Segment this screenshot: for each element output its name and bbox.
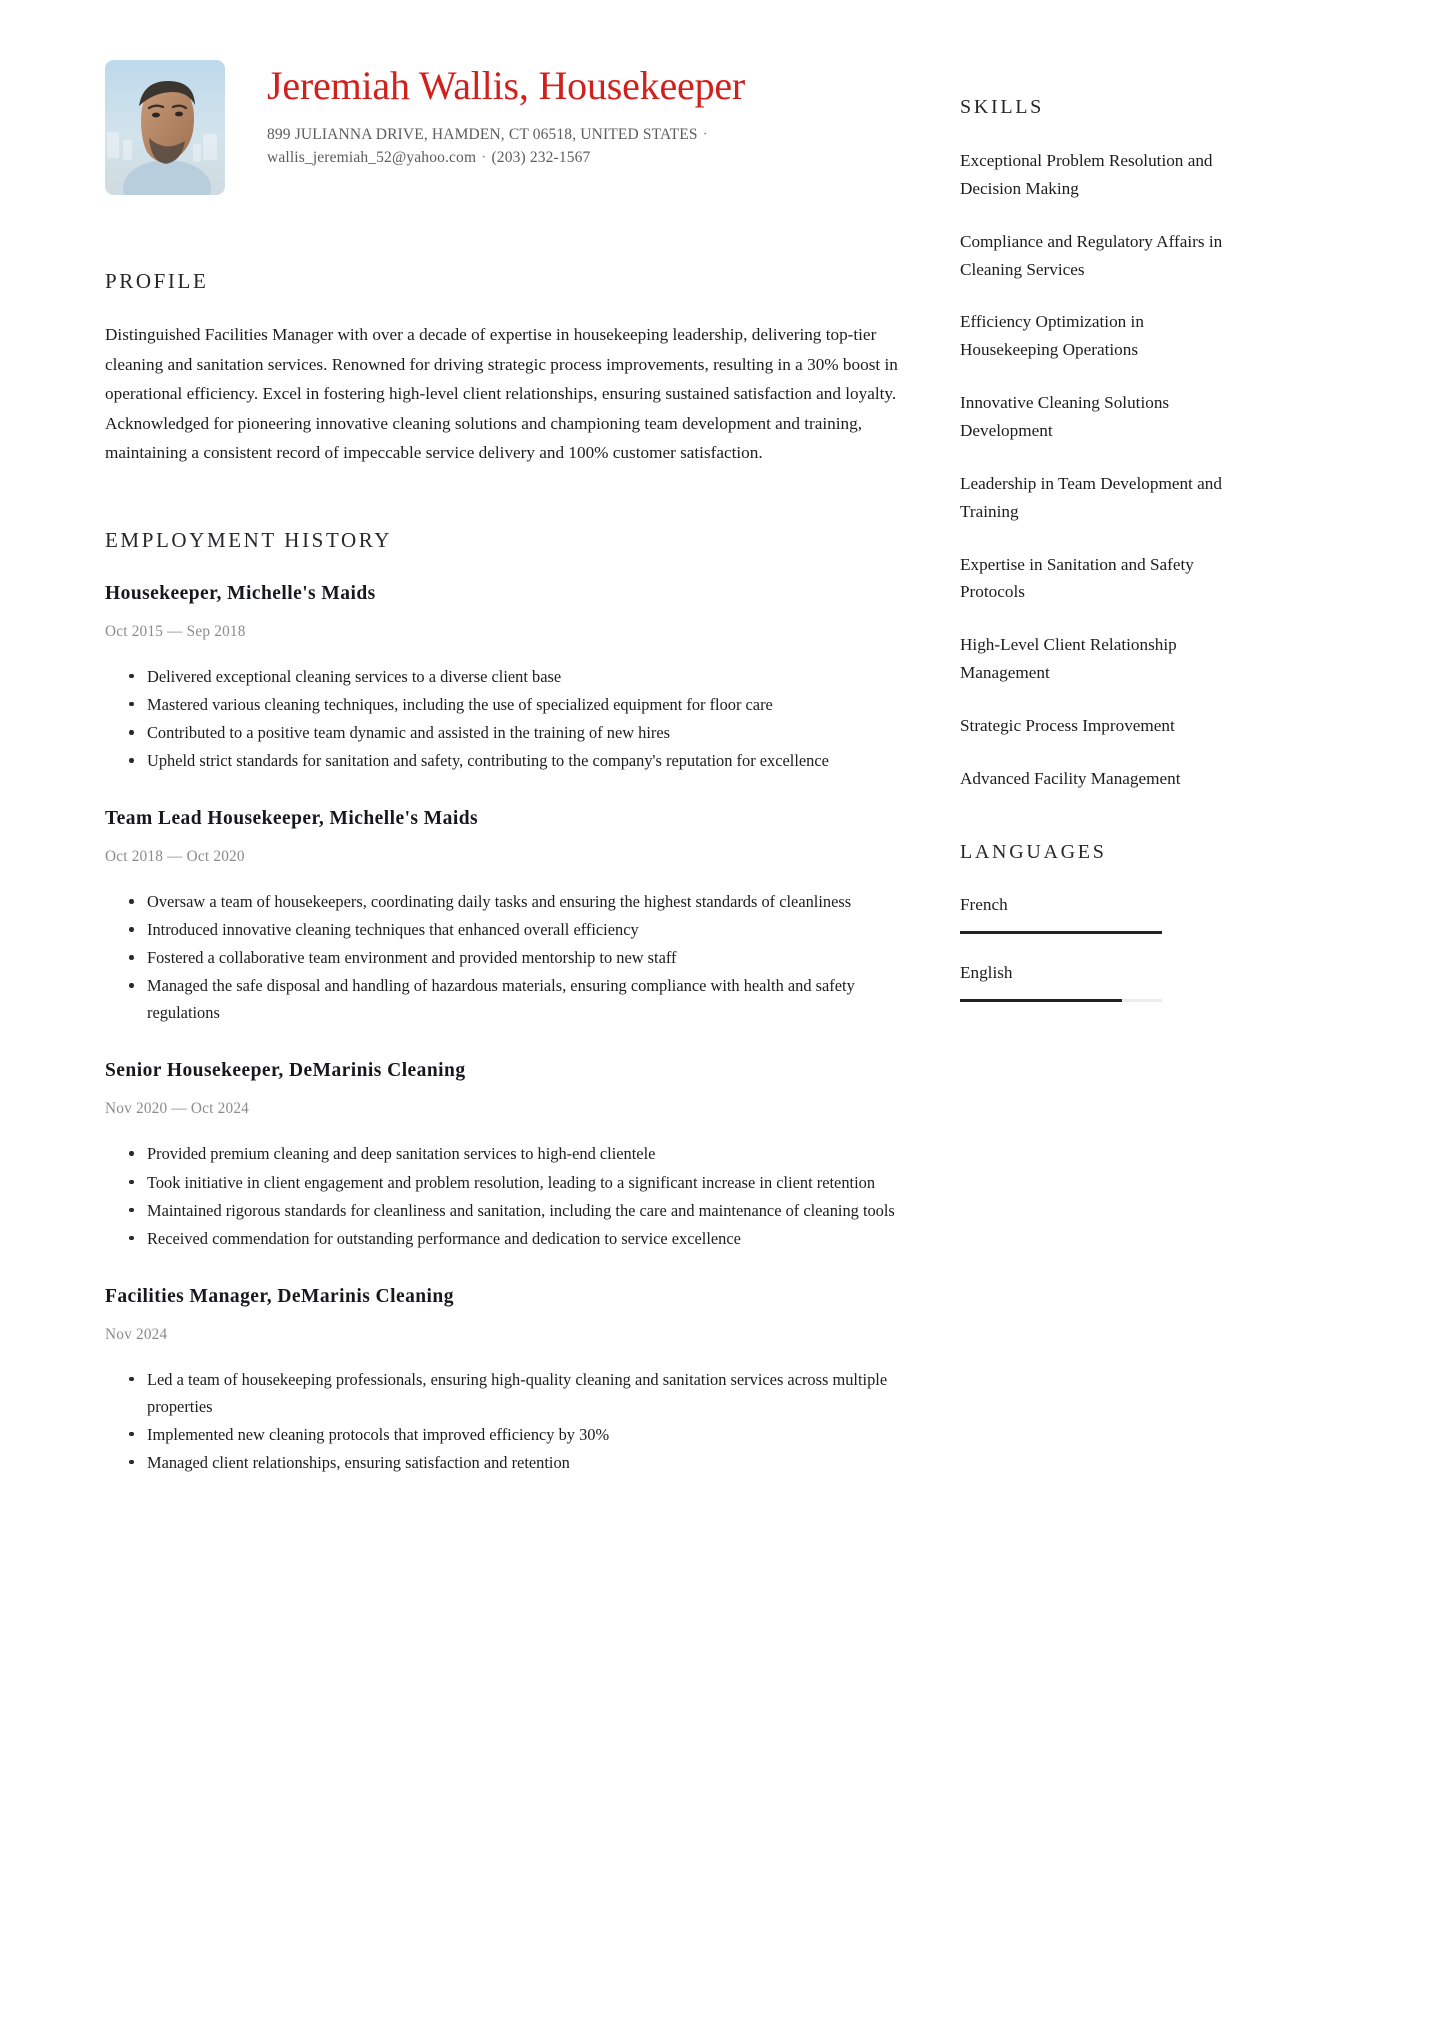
header-text-block [267,60,900,170]
sidebar [960,60,1240,2036]
employment-entry-dates: Oct 2015 — Sep 2018 [105,622,246,640]
list-item: Maintained rigorous standards for cleanliness and sanitation, including the care and maintenance of cleaning tools [105,1197,900,1224]
skill-item: Advanced Facility Management [960,768,1181,788]
employment-entry [105,583,900,774]
skills-list [960,147,1240,793]
contact-address-line [267,123,900,147]
language-item [960,960,1240,1002]
list-item: Led a team of housekeeping professionals, ensuring high-quality cleaning and sanitation services across multiple properties [105,1366,900,1420]
employment-entry-title: Housekeeper, Michelle's Maids [105,582,376,604]
list-item: Introduced innovative cleaning techniques that enhanced overall efficiency [105,916,900,943]
employment-entry-bullets [105,888,900,1026]
languages-heading: LANGUAGES [960,840,1107,863]
list-item: Oversaw a team of housekeepers, coordinating daily tasks and ensuring the highest standards of cleanliness [105,888,900,915]
list-item: Received commendation for outstanding performance and dedication to service excellence [105,1225,900,1252]
employment-entry-title: Senior Housekeeper, DeMarinis Cleaning [105,1060,466,1082]
skill-item: Efficiency Optimization in Housekeeping Operations [960,312,1144,360]
contact-separator-2: · [481,149,487,167]
employment-entry-title: Facilities Manager, DeMarinis Cleaning [105,1285,454,1307]
portrait-photo-icon [105,60,225,195]
employment-entry-dates: Oct 2018 — Oct 2020 [105,848,245,866]
language-level-bar [960,999,1162,1002]
employment-entry-bullets [105,663,900,774]
list-item: Took initiative in client engagement and problem resolution, leading to a significant increase in client retention [105,1169,900,1196]
employment-entry [105,1286,900,1476]
list-item: Provided premium cleaning and deep sanitation services to high-end clientele [105,1140,900,1167]
language-level-fill [960,931,1162,934]
language-level-bar [960,931,1162,934]
skill-item: Compliance and Regulatory Affairs in Cleaning Services [960,231,1223,279]
skill-item: Leadership in Team Development and Training [960,473,1222,521]
list-item: Mastered various cleaning techniques, including the use of specialized equipment for floor care [105,691,900,718]
contact-phone[interactable]: (203) 232-1567 [491,149,591,167]
skill-item: Strategic Process Improvement [960,716,1175,736]
employment-entry [105,1060,900,1251]
skill-item: High-Level Client Relationship Management [960,635,1177,683]
contact-address: 899 JULIANNA DRIVE, HAMDEN, CT 06518, UNITED STATES [267,125,698,143]
employment-entry-dates: Nov 2020 — Oct 2024 [105,1100,250,1118]
languages-list [960,892,1240,1002]
language-level-fill [960,999,1122,1002]
list-item: Implemented new cleaning protocols that improved efficiency by 30% [105,1421,900,1448]
skill-item: Innovative Cleaning Solutions Development [960,393,1170,441]
employment-entry-bullets [105,1366,900,1476]
employment-entry-title: Team Lead Housekeeper, Michelle's Maids [105,808,479,830]
employment-history-heading: EMPLOYMENT HISTORY [105,527,392,552]
employment-entry [105,808,900,1026]
language-name: French [960,894,1008,914]
list-item: Managed the safe disposal and handling of hazardous materials, ensuring compliance with health and safety regulations [105,972,900,1026]
list-item: Upheld strict standards for sanitation and safety, contributing to the company's reputation for excellence [105,747,900,774]
contact-separator-1: · [702,125,708,143]
language-item [960,892,1240,934]
contact-email[interactable]: wallis_jeremiah_52@yahoo.com [267,149,477,167]
list-item: Delivered exceptional cleaning services to a diverse client base [105,663,900,690]
list-item: Managed client relationships, ensuring satisfaction and retention [105,1449,900,1476]
main-column [105,60,960,2036]
profile-text: Distinguished Facilities Manager with over a decade of expertise in housekeeping leadership, delivering top-tier cleaning and sanitation services. Renowned for driving strategic process improvements, resulting in a 30% boost in operational efficiency. Excel in fostering high-level client relationships, ensuring sustained satisfaction and loyalty. Acknowledged for pioneering innovative cleaning solutions and championing team development and training, maintaining a consistent record of impeccable service delivery and 100% customer satisfaction. [105,325,898,463]
employment-list [105,583,900,1476]
employment-entry-dates: Nov 2024 [105,1325,168,1343]
languages-block [960,841,1240,1002]
skills-heading: SKILLS [960,96,1044,118]
profile-heading: PROFILE [105,269,209,293]
skill-item: Expertise in Sanitation and Safety Protocols [960,554,1194,602]
contact-email-phone-line [267,146,900,170]
employment-entry-bullets [105,1140,900,1251]
list-item: Contributed to a positive team dynamic and assisted in the training of new hires [105,719,900,746]
resume-header [105,60,900,195]
language-name: English [960,962,1013,982]
skill-item: Exceptional Problem Resolution and Decision Making [960,151,1213,198]
page-title: Jeremiah Wallis, Housekeeper [267,63,746,108]
list-item: Fostered a collaborative team environment and provided mentorship to new staff [105,944,900,971]
avatar [105,60,225,195]
